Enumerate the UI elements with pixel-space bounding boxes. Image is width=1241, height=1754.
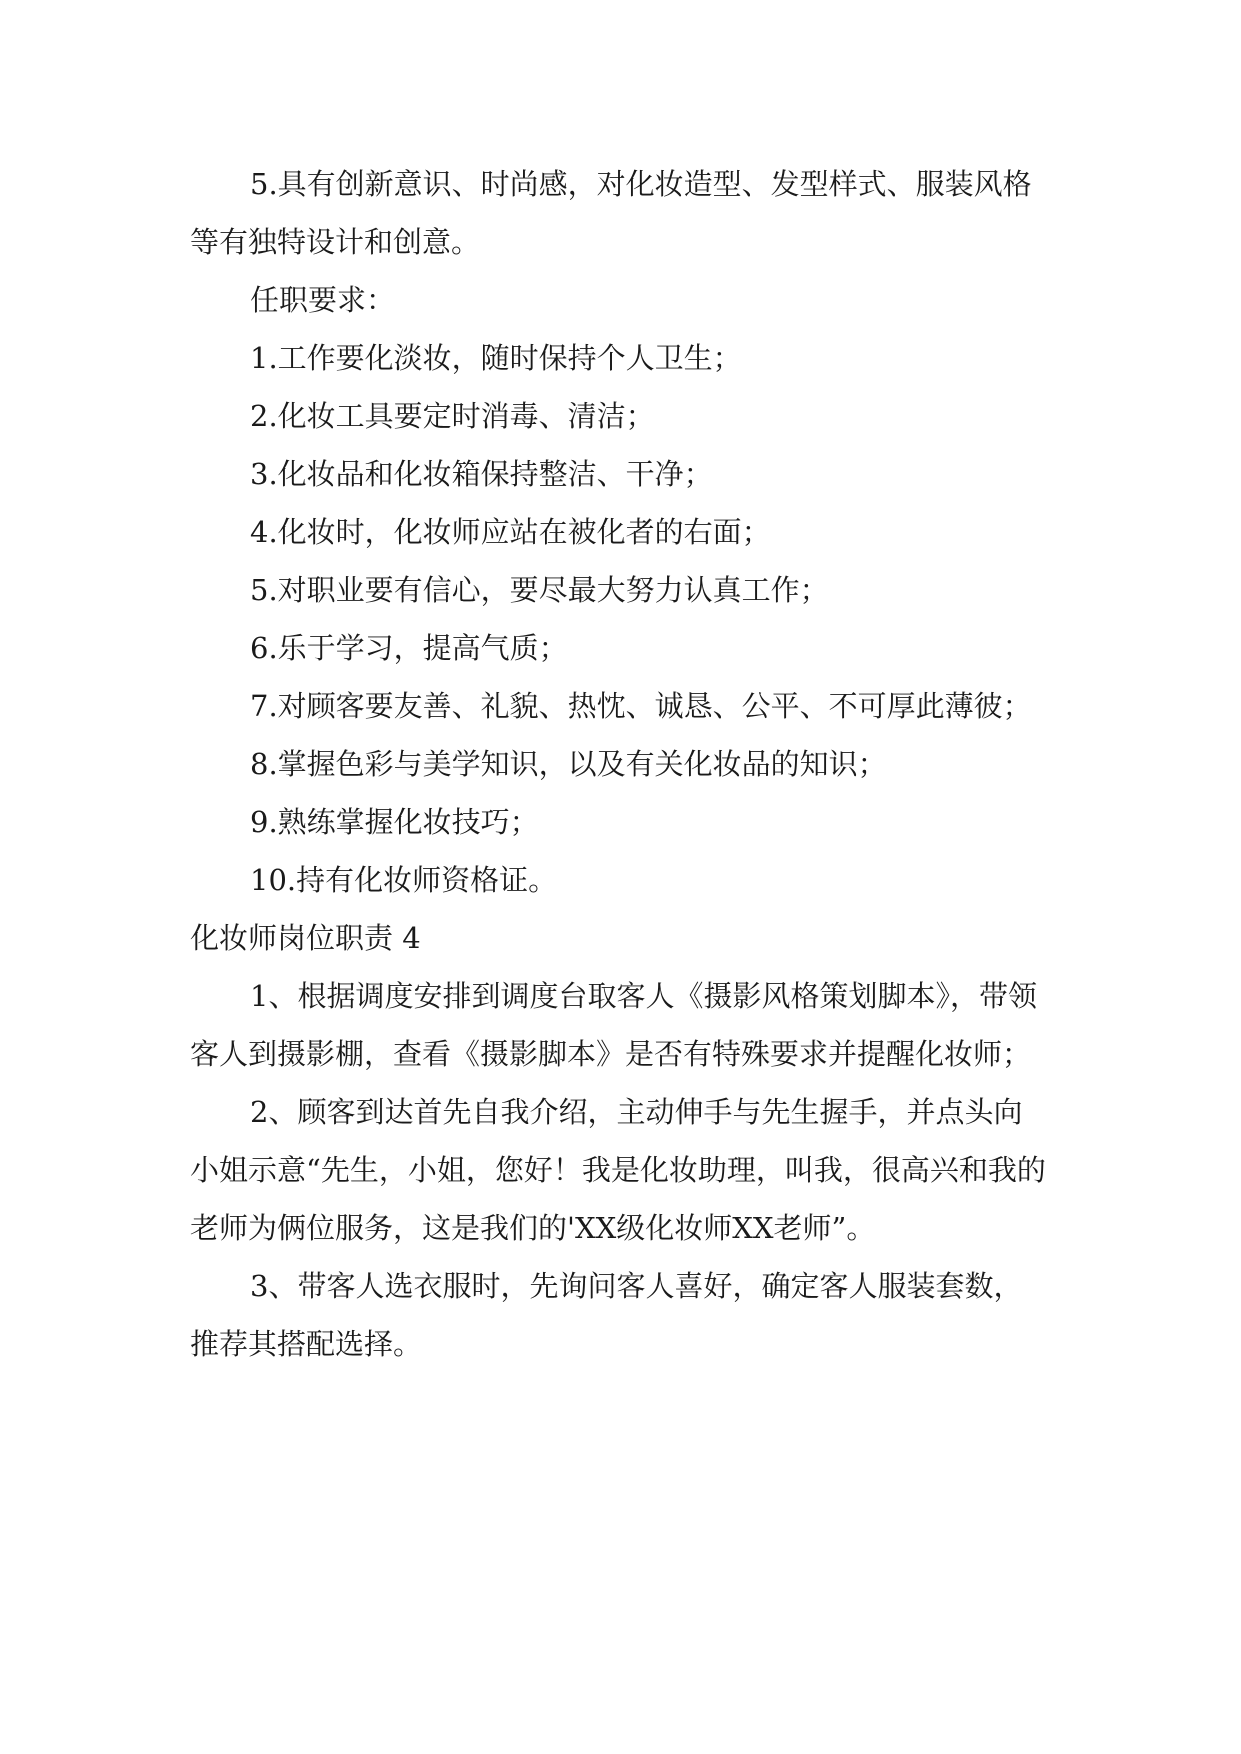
paragraph: 任职要求：: [250, 283, 396, 317]
paragraph: 5.对职业要有信心，要尽最大努力认真工作；: [250, 573, 829, 607]
paragraph: 8.掌握色彩与美学知识，以及有关化妆品的知识；: [250, 747, 887, 781]
paragraph: 2、顾客到达首先自我介绍，主动伸手与先生握手，并点头向小姐示意“先生，小姐，您好！我是化妆助理，叫我，很高兴和我的老师为俩位服务，这是我们的'XX级化妆师XX老师”。: [190, 1095, 1046, 1245]
paragraph: 2.化妆工具要定时消毒、清洁；: [250, 399, 655, 433]
paragraph: 9.熟练掌握化妆技巧；: [250, 805, 539, 839]
paragraph: 4.化妆时，化妆师应站在被化者的右面；: [250, 515, 771, 549]
paragraph: 3.化妆品和化妆箱保持整洁、干净；: [250, 457, 713, 491]
paragraph: 3、带客人选衣服时，先询问客人喜好，确定客人服装套数，推荐其搭配选择。: [190, 1269, 1023, 1361]
paragraph: 1、根据调度安排到调度台取客人《摄影风格策划脚本》，带领客人到摄影棚，查看《摄影脚本》是否有特殊要求并提醒化妆师；: [190, 979, 1037, 1071]
document-body: [190, 155, 1050, 1373]
paragraph: 7.对顾客要友善、礼貌、热忱、诚恳、公平、不可厚此薄彼；: [250, 689, 1032, 723]
paragraph: 1.工作要化淡妆，随时保持个人卫生；: [250, 341, 742, 375]
paragraph: 5.具有创新意识、时尚感，对化妆造型、发型样式、服装风格等有独特设计和创意。: [190, 167, 1032, 259]
section-heading: 化妆师岗位职责 4: [190, 921, 421, 955]
paragraph: 10.持有化妆师资格证。: [250, 863, 558, 897]
paragraph: 6.乐于学习，提高气质；: [250, 631, 568, 665]
